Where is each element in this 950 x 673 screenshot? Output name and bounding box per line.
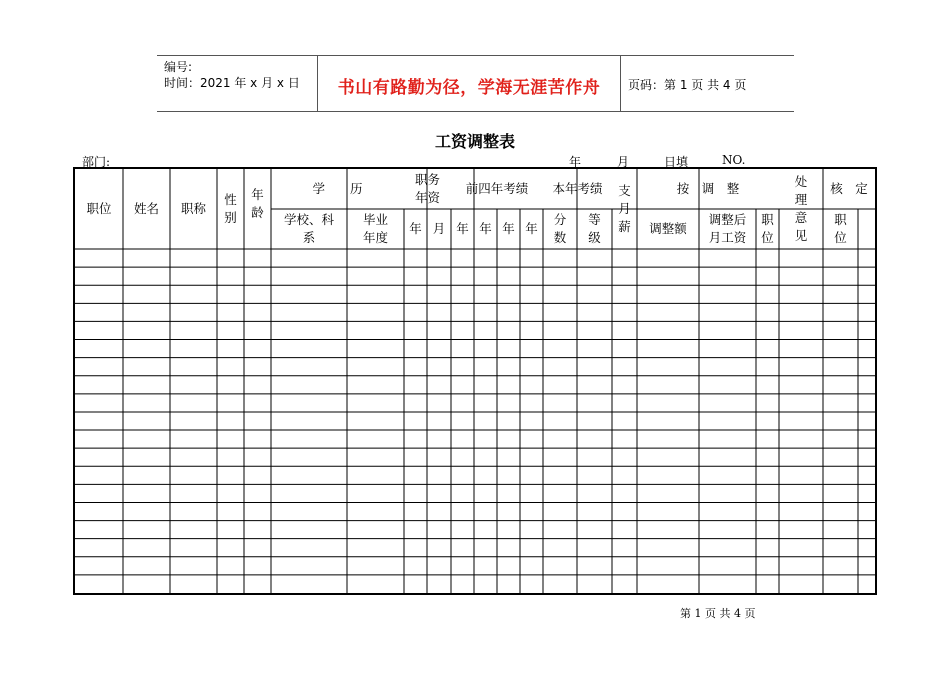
col-header-name: 姓名 — [133, 201, 159, 216]
month-label: 月 — [617, 155, 630, 169]
group-header-prev-eval: 前四年考绩 — [465, 181, 529, 196]
col-header-opinion: 处 理 意 见 — [794, 174, 808, 243]
group-header-approve: 核 定 — [830, 181, 868, 196]
col-header-adjusted-salary: 调整后 月工资 — [708, 212, 747, 245]
col-header-grade: 等 级 — [588, 212, 601, 245]
col-header-grad-year: 毕业 年度 — [362, 212, 388, 245]
document-code-label: 编号: — [164, 60, 193, 74]
group-header-adjust: 按 调 整 — [676, 181, 740, 196]
col-header-school: 学校、科 系 — [283, 212, 334, 245]
col-header-position: 职位 — [86, 201, 112, 216]
col-header-prev-year: 年 — [525, 221, 538, 236]
number-label: NO. — [722, 153, 746, 167]
group-header-curr-eval: 本年考绩 — [552, 181, 603, 196]
form-title: 工资调整表 — [434, 132, 515, 151]
col-header-score: 分 数 — [553, 212, 567, 245]
col-header-prev-year: 年 — [479, 221, 492, 236]
header-page-cell — [621, 56, 794, 111]
document-time: 时间：2021 年 x 月 x 日 — [164, 76, 300, 90]
col-header-adjust-amount: 调整额 — [649, 221, 687, 236]
page-footer: 第 1 页 共 4 页 — [680, 607, 756, 620]
col-header-prev-year: 年 — [502, 221, 515, 236]
page-info: 页码：第 1 页 共 4 页 — [628, 78, 747, 92]
fill-date-label: 日填 — [664, 155, 689, 169]
group-header-education: 学 历 — [312, 181, 363, 196]
document-header — [157, 55, 794, 112]
col-header-sen-year: 年 — [409, 221, 422, 236]
col-header-sen-month: 月 — [432, 221, 446, 236]
department-label: 部门: — [82, 155, 111, 169]
col-header-gender: 性 别 — [224, 192, 237, 225]
col-header-adjust-position: 职 位 — [761, 212, 774, 245]
col-header-approve-position: 职 位 — [834, 212, 847, 245]
year-label: 年 — [569, 155, 582, 169]
col-header-title: 职称 — [180, 201, 206, 216]
salary-adjustment-table — [73, 167, 877, 595]
header-motto-cell — [318, 56, 621, 111]
col-header-prev-year: 年 — [456, 221, 469, 236]
col-header-monthly-salary: 支 月 薪 — [618, 183, 631, 234]
header-info-cell — [157, 56, 318, 111]
group-header-seniority: 职务 年资 — [414, 172, 440, 205]
motto-text: 书山有路勤为径，学海无涯苦作舟 — [337, 78, 601, 98]
col-header-age: 年 龄 — [251, 187, 264, 220]
